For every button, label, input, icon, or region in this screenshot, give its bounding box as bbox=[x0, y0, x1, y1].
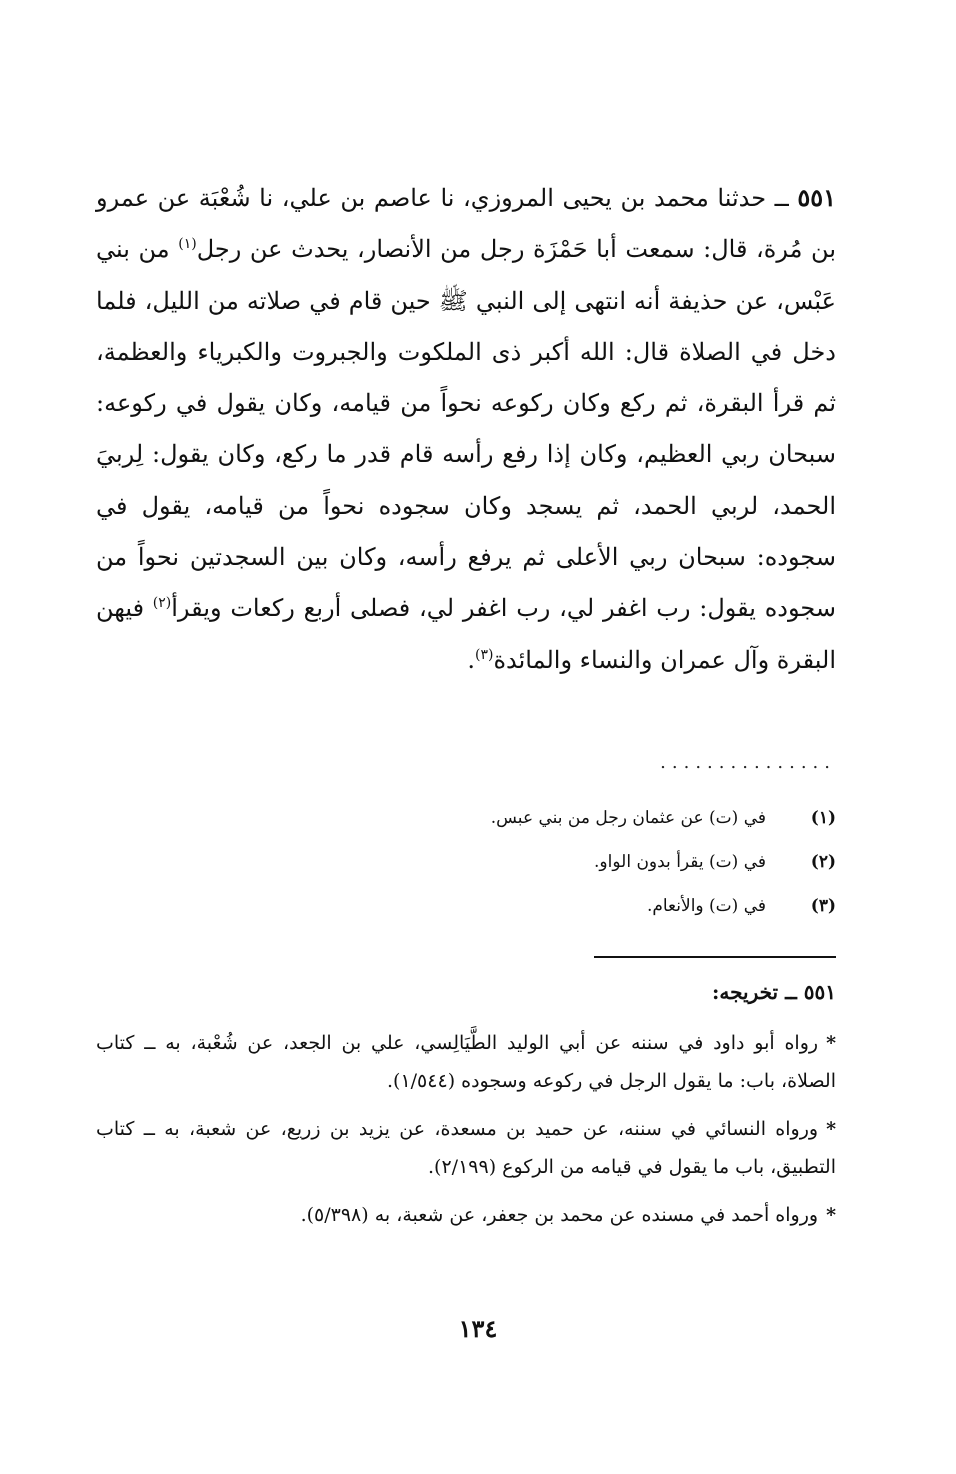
horizontal-rule bbox=[594, 956, 836, 958]
takhrij-number: ٥٥١ bbox=[803, 980, 836, 1004]
footnote-ref-2[interactable]: (٢) bbox=[152, 595, 172, 612]
footnote-item bbox=[96, 840, 836, 884]
takhrij-title: تخريجه: bbox=[712, 980, 779, 1004]
footnote-text: في (ت) يقرأ بدون الواو. bbox=[594, 852, 766, 872]
hadith-separator: ــ bbox=[774, 184, 789, 212]
bullet-star: * bbox=[826, 1032, 836, 1054]
footnote-number: (٣) bbox=[810, 896, 836, 916]
footnote-text: في (ت) عن عثمان رجل من بني عبس. bbox=[490, 808, 766, 828]
dotted-separator: ............... bbox=[660, 752, 836, 772]
bullet-star: * bbox=[826, 1204, 836, 1226]
hadith-part-2: من بني عَبْس، عن حذيفة أنه انتهى إلى النبي ﷺ حين قام في صلاته من الليل، فلما دخل في الصلاة قال: الله أكبر ذى الملكوت والجبروت والكبرياء والعظمة، ثم قرأ البقرة، ثم ركع وكان ركوعه نحواً من قيامه، وكان يقول في ركوعه: سبحان ربي العظيم، وكان إذا رفع رأسه قام قدر ما ركع، وكان يقول: لِربيَ الحمد، لربي الحمد، ثم يسجد وكان سجوده نحواً من قيامه، يقول في سجوده: سبحان ربي الأعلى ثم يرفع رأسه، وكان بين السجدتين نحواً من سجوده يقول: رب اغفر لي، رب اغفر لي، فصلى أربع ركعات ويقرأ bbox=[96, 235, 837, 623]
hadith-part-3: فيهن البقرة وآل عمران والنساء والمائدة bbox=[96, 594, 836, 674]
footnote-item bbox=[96, 884, 836, 928]
footnotes bbox=[96, 796, 836, 928]
takhrij-heading bbox=[96, 980, 836, 1004]
hadith-text bbox=[96, 172, 836, 686]
bullet-star: * bbox=[826, 1118, 836, 1140]
takhrij-item-text: ورواه النسائي في سننه، عن حميد بن مسعدة، عن يزيد بن زريع، عن شعبة، به ــ كتاب التطبيق، باب ما يقول في قيامه من الركوع (٢/١٩٩). bbox=[96, 1118, 836, 1178]
hadith-number: ٥٥١ bbox=[797, 183, 836, 212]
takhrij-item bbox=[96, 1196, 836, 1234]
footnote-number: (١) bbox=[810, 808, 836, 828]
hadith-part-1: حدثنا محمد بن يحيى المروزي، نا عاصم بن علي، نا شُعْبَة عن عمرو بن مُرة، قال: سمعت أبا حَمْزَة رجل من الأنصار، يحدث عن رجل bbox=[96, 184, 837, 264]
page-number: ١٣٤ bbox=[458, 1314, 498, 1343]
footnote-item bbox=[96, 796, 836, 840]
takhrij-body bbox=[96, 1024, 836, 1244]
takhrij-item bbox=[96, 1110, 836, 1186]
takhrij-item-text: ورواه أحمد في مسنده عن محمد بن جعفر، عن شعبة، به (٥/٣٩٨). bbox=[300, 1204, 819, 1226]
hadith-part-4: . bbox=[467, 645, 475, 674]
footnote-text: في (ت) والأنعام. bbox=[646, 896, 766, 916]
takhrij-item-text: رواه أبو داود في سننه عن أبي الوليد الطَّيَالِسي، علي بن الجعد، عن شُعْبة، به ــ كتاب الصلاة، باب: ما يقول الرجل في ركوعه وسجوده (١/٥٤٤). bbox=[96, 1032, 836, 1092]
footnote-ref-1[interactable]: (١) bbox=[178, 236, 197, 253]
takhrij-separator: ــ bbox=[785, 980, 797, 1004]
takhrij-item bbox=[96, 1024, 836, 1100]
footnote-ref-3[interactable]: (٣) bbox=[474, 646, 494, 663]
footnote-number: (٢) bbox=[810, 852, 836, 872]
